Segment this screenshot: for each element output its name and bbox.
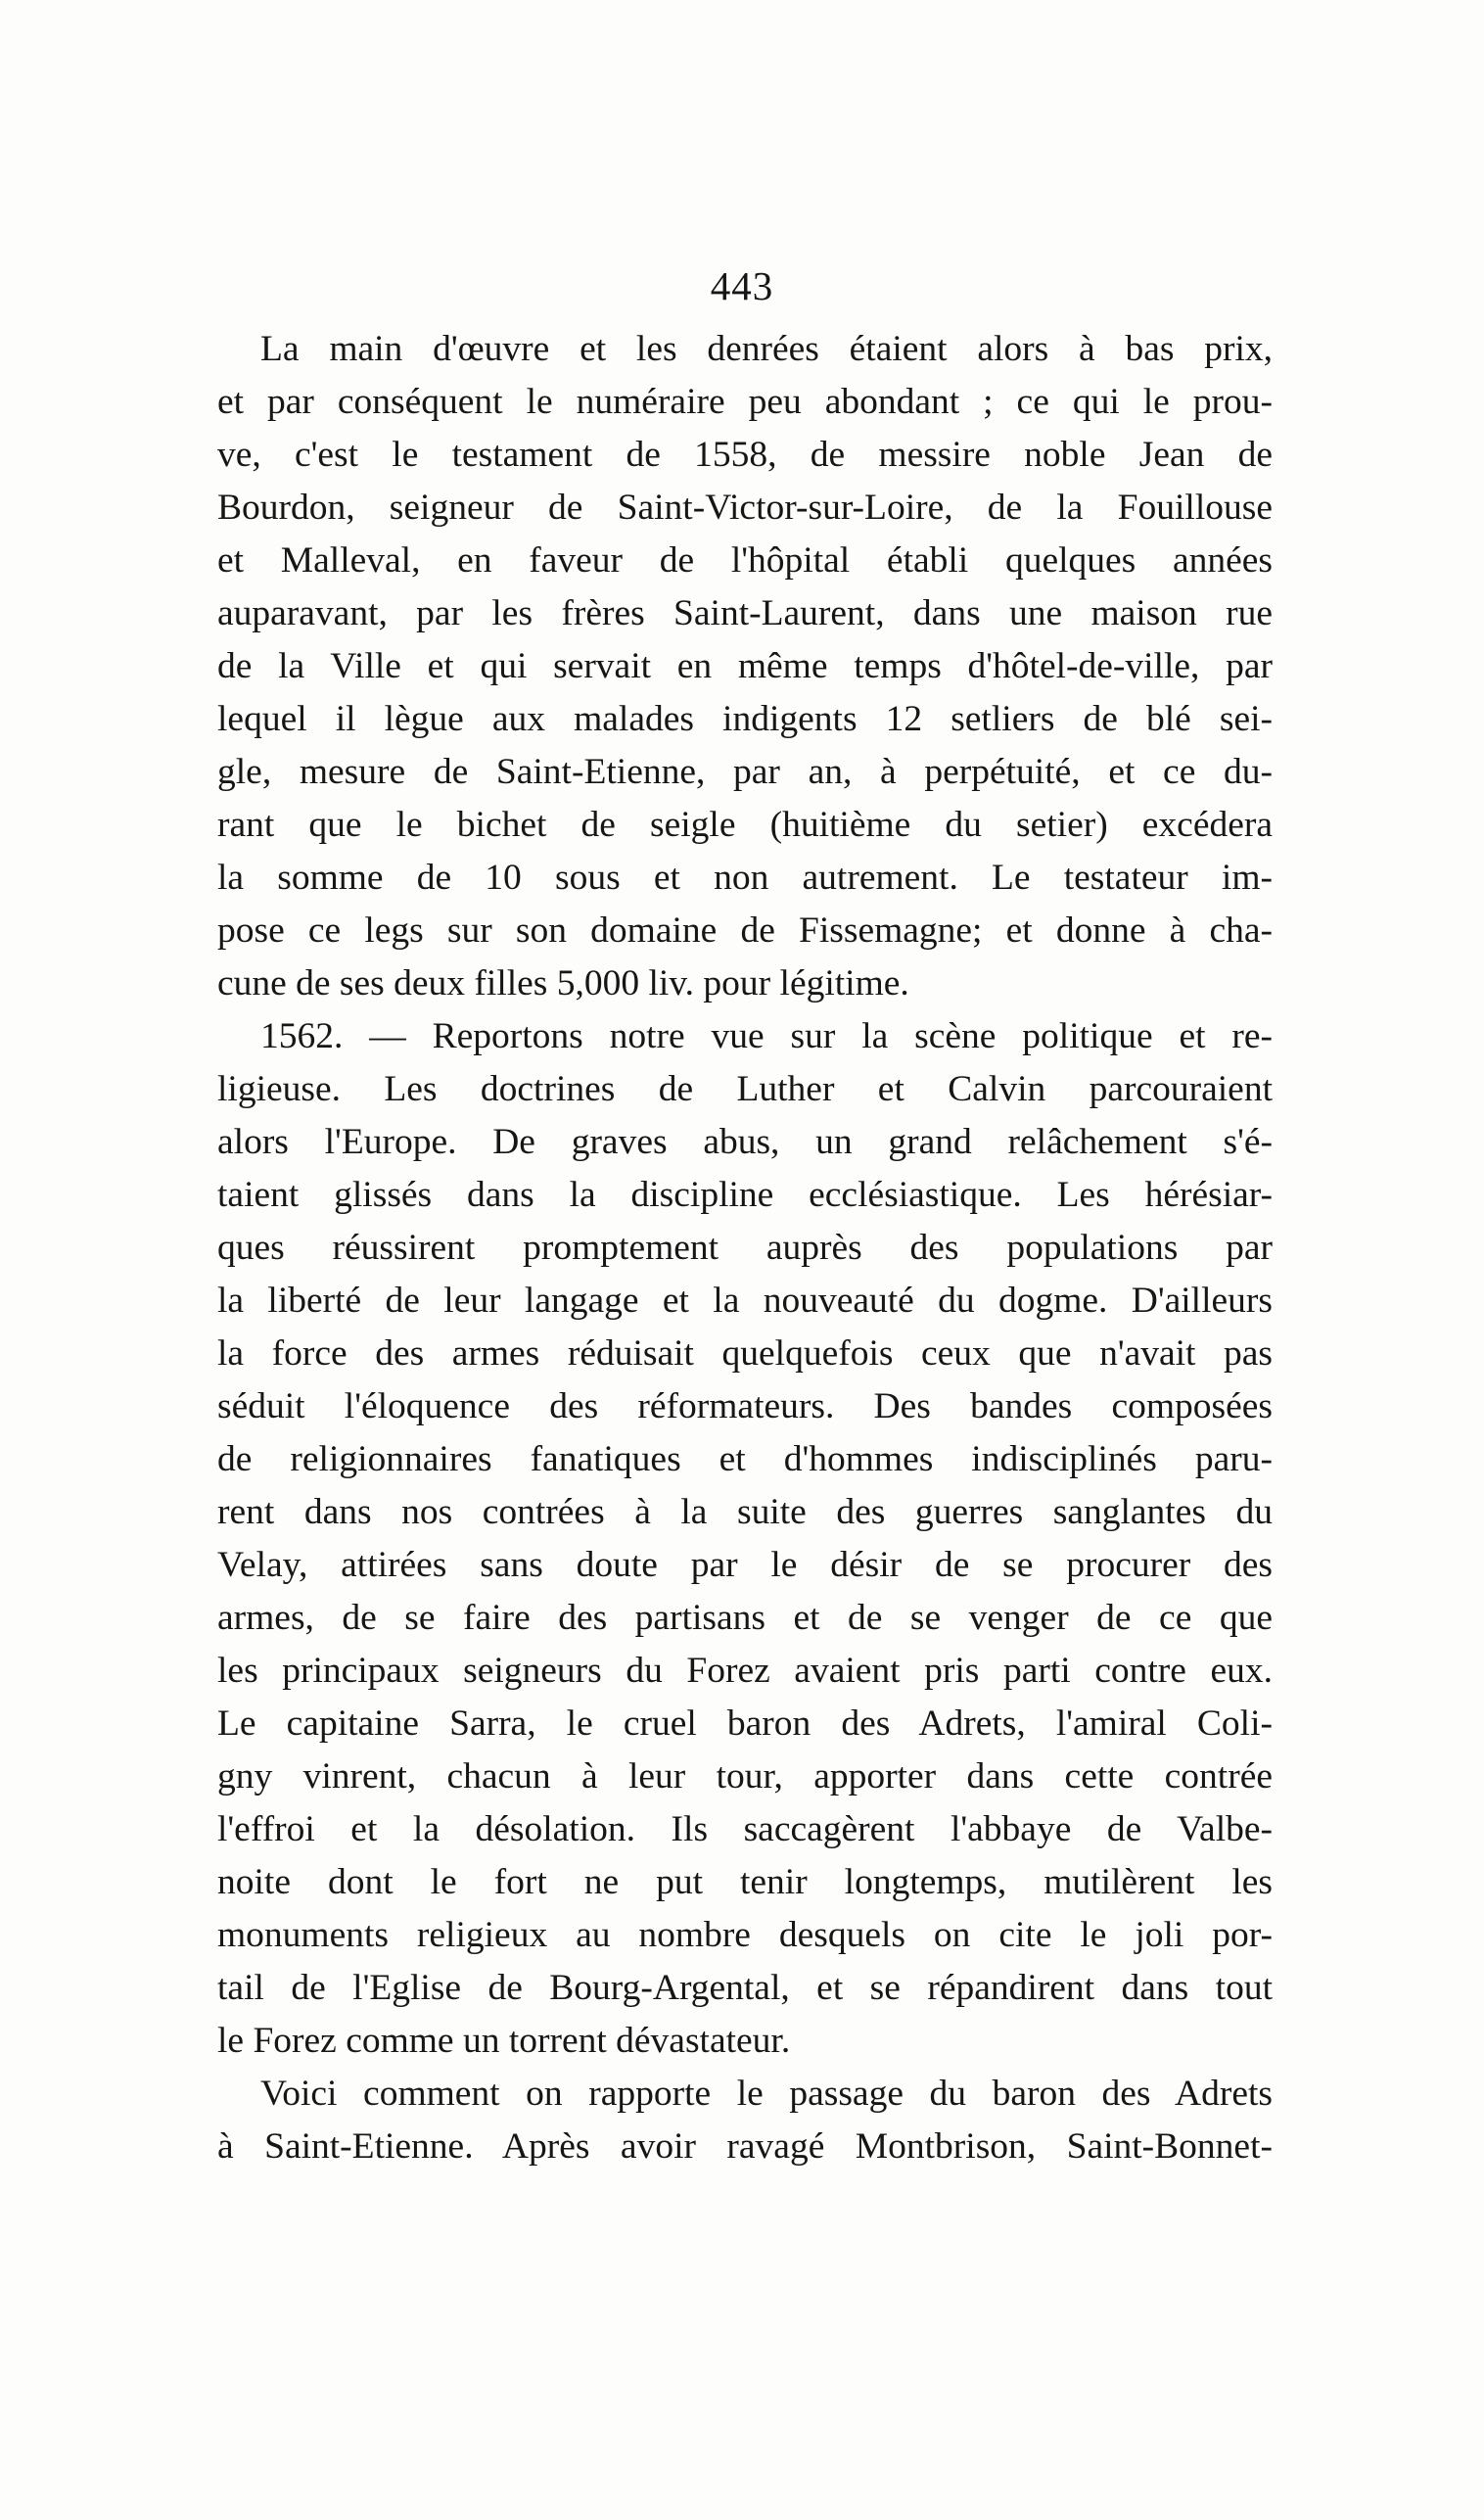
text-line: l'effroi et la désolation. Ils saccagèrent l'abbaye de Valbe- <box>217 1809 1273 1849</box>
text-line: ques réussirent promptement auprès des populations par <box>217 1228 1273 1268</box>
text-line: monuments religieux au nombre desquels on cite le joli por- <box>217 1915 1273 1955</box>
text-line: séduit l'éloquence des réformateurs. Des bandes composées <box>217 1386 1273 1426</box>
text-line: lequel il lègue aux malades indigents 12 setliers de blé sei- <box>217 699 1273 739</box>
text-line: et Malleval, en faveur de l'hôpital établi quelques années <box>217 540 1273 581</box>
body-text <box>217 323 1273 2173</box>
text-line: les principaux seigneurs du Forez avaient pris parti contre eux. <box>217 1651 1273 1691</box>
text-line: taient glissés dans la discipline ecclésiastique. Les hérésiar- <box>217 1175 1273 1215</box>
text-line: de religionnaires fanatiques et d'hommes indisciplinés paru- <box>217 1439 1273 1479</box>
text-line: gle, mesure de Saint-Etienne, par an, à perpétuité, et ce du- <box>217 752 1273 792</box>
text-line: auparavant, par les frères Saint-Laurent, dans une maison rue <box>217 593 1273 633</box>
text-line: la force des armes réduisait quelquefois ceux que n'avait pas <box>217 1333 1273 1374</box>
text-line: la liberté de leur langage et la nouveauté du dogme. D'ailleurs <box>217 1281 1273 1321</box>
text-line: Le capitaine Sarra, le cruel baron des Adrets, l'amiral Coli- <box>217 1703 1273 1744</box>
text-line: tail de l'Eglise de Bourg-Argental, et se répandirent dans tout <box>217 1968 1273 2008</box>
text-line: Velay, attirées sans doute par le désir de se procurer des <box>217 1545 1273 1585</box>
text-line: armes, de se faire des partisans et de se venger de ce que <box>217 1598 1273 1638</box>
text-line: rant que le bichet de seigle (huitième du setier) excédera <box>217 805 1273 845</box>
text-line: ligieuse. Les doctrines de Luther et Calvin parcouraient <box>217 1069 1273 1109</box>
text-line: alors l'Europe. De graves abus, un grand relâchement s'é- <box>217 1122 1273 1162</box>
text-line: pose ce legs sur son domaine de Fissemagne; et donne à cha- <box>217 910 1273 951</box>
text-line: ve, c'est le testament de 1558, de messire noble Jean de <box>217 435 1273 475</box>
text-line: Voici comment on rapporte le passage du baron des Adrets <box>260 2074 1273 2114</box>
text-line: la somme de 10 sous et non autrement. Le testateur im- <box>217 858 1273 898</box>
page-number: 443 <box>710 263 774 308</box>
text-line: 1562. — Reportons notre vue sur la scène politique et re- <box>260 1016 1273 1056</box>
text-line: rent dans nos contrées à la suite des guerres sanglantes du <box>217 1492 1273 1532</box>
text-line: La main d'œuvre et les denrées étaient alors à bas prix, <box>260 329 1273 369</box>
text-line: et par conséquent le numéraire peu abondant ; ce qui le prou- <box>217 382 1273 422</box>
text-line: Bourdon, seigneur de Saint-Victor-sur-Loire, de la Fouillouse <box>217 488 1273 528</box>
text-line: de la Ville et qui servait en même temps d'hôtel-de-ville, par <box>217 646 1273 686</box>
text-line: cune de ses deux filles 5,000 liv. pour légitime. <box>217 963 909 1003</box>
text-line: gny vinrent, chacun à leur tour, apporter dans cette contrée <box>217 1756 1273 1797</box>
text-line: noite dont le fort ne put tenir longtemps, mutilèrent les <box>217 1862 1273 1902</box>
text-line: à Saint-Etienne. Après avoir ravagé Montbrison, Saint-Bonnet- <box>217 2126 1273 2167</box>
text-line: le Forez comme un torrent dévastateur. <box>217 2021 791 2061</box>
